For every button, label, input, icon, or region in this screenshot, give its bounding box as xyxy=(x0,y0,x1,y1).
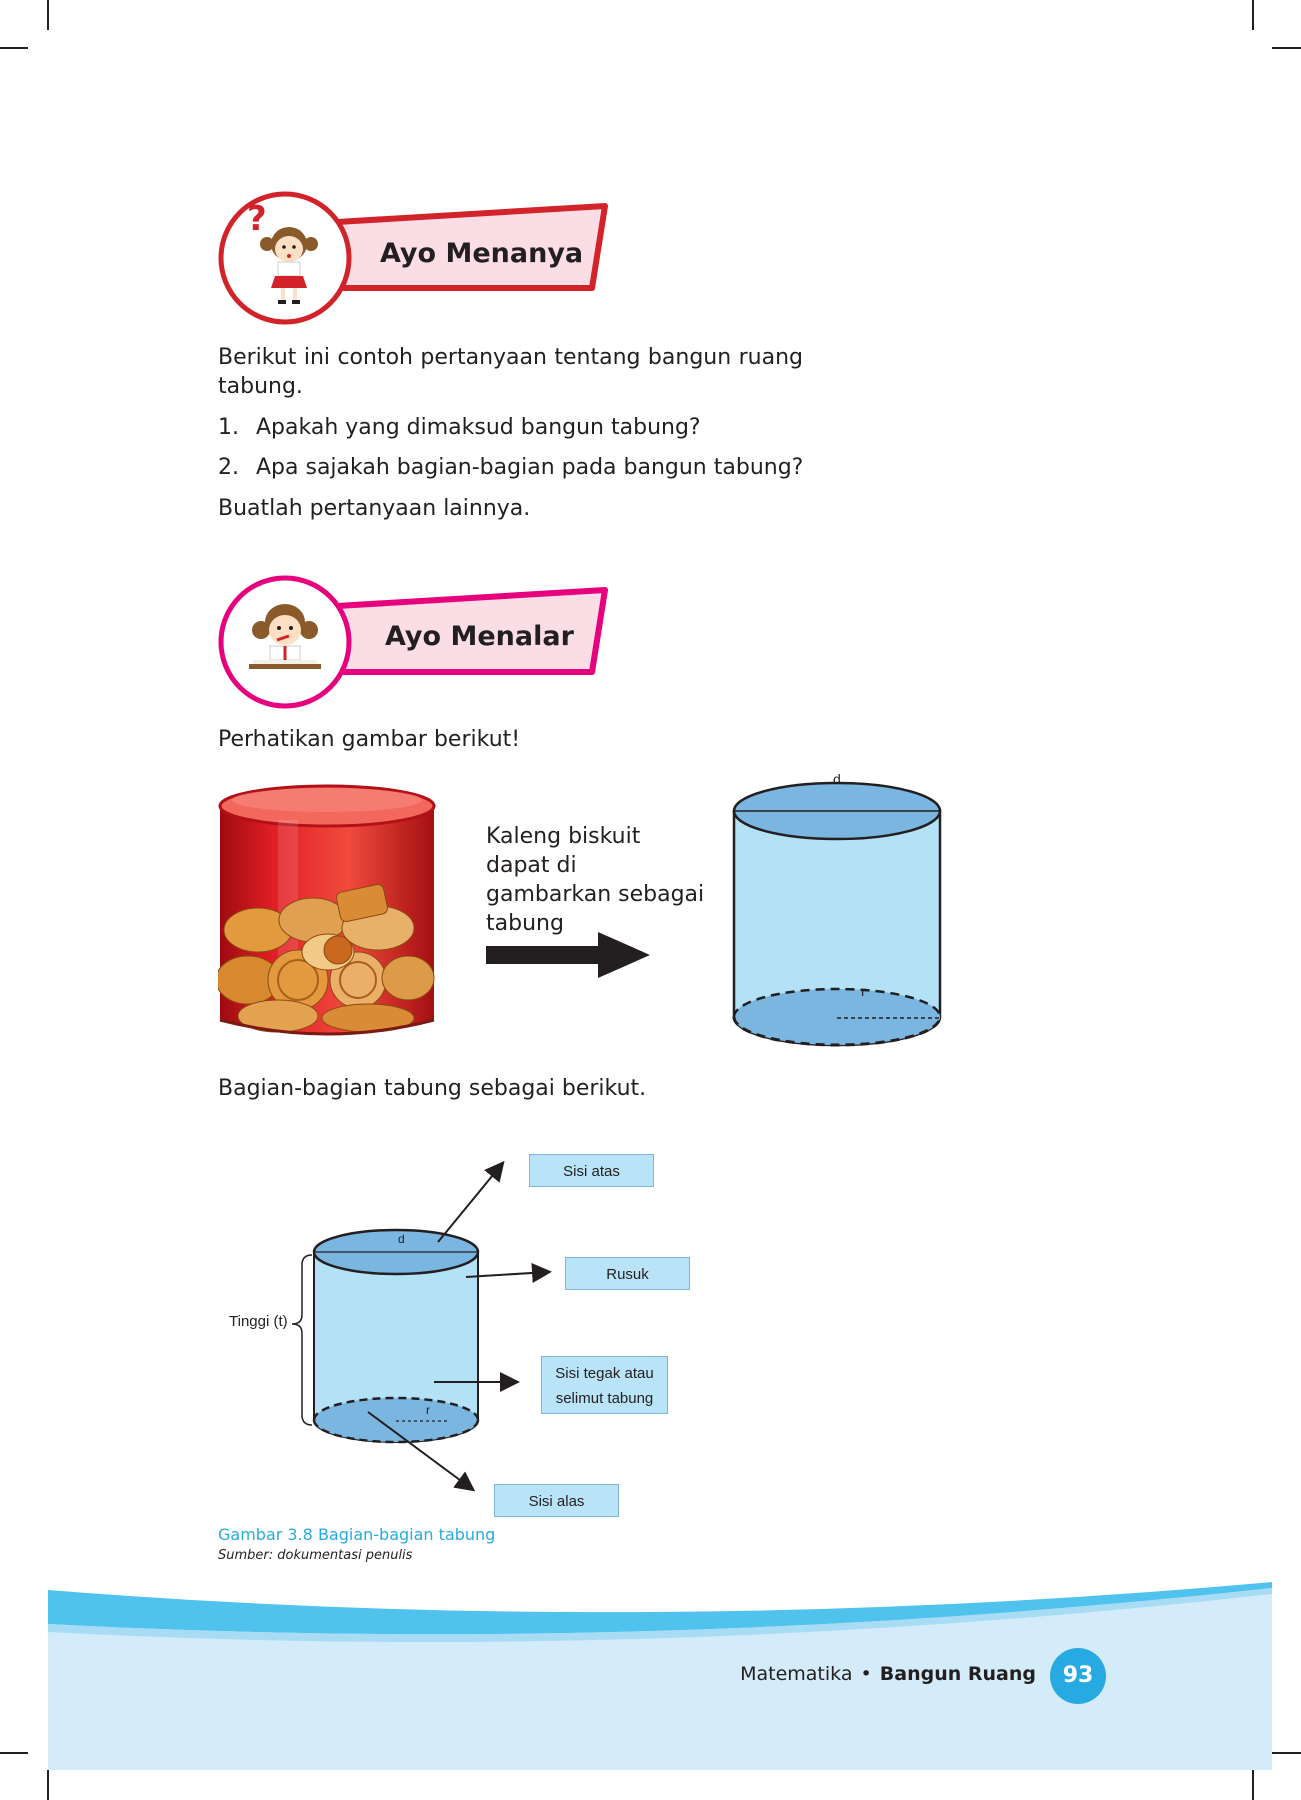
crop-mark xyxy=(47,0,49,30)
height-label: Tinggi (t) xyxy=(229,1313,288,1330)
label-rusuk: Rusuk xyxy=(565,1257,690,1290)
crop-mark xyxy=(0,47,28,49)
parts-intro: Bagian-bagian tabung sebagai berikut. xyxy=(218,1076,647,1101)
question-text: Apa sajakah bagian-bagian pada bangun tabung? xyxy=(256,455,804,480)
question-number: 2. xyxy=(218,455,239,480)
crop-mark xyxy=(1252,1770,1254,1800)
svg-text:?: ? xyxy=(247,199,267,239)
label-sisi-atas: Sisi atas xyxy=(529,1154,654,1187)
radius-label: r xyxy=(861,983,866,999)
label-sisi-alas: Sisi alas xyxy=(494,1484,619,1517)
label-sisi-tegak-line1: Sisi tegak atau xyxy=(555,1365,654,1382)
arrow-right-icon xyxy=(486,930,652,980)
ayo-menanya-closing: Buatlah pertanyaan lainnya. xyxy=(218,496,531,521)
crop-mark xyxy=(1252,0,1254,30)
label-sisi-tegak-line2: selimut tabung xyxy=(555,1390,654,1407)
diagram-radius-label: r xyxy=(426,1403,430,1417)
crop-mark xyxy=(47,1770,49,1800)
page-number: 93 xyxy=(1050,1648,1106,1704)
footer-chapter: Bangun Ruang xyxy=(879,1663,1036,1685)
ayo-menalar-instruction: Perhatikan gambar berikut! xyxy=(218,727,521,752)
tin-description: Kaleng biskuit dapat di gambarkan sebagai tabung xyxy=(486,824,705,936)
cylinder-illustration xyxy=(730,775,950,1050)
footer-separator: • xyxy=(860,1663,872,1685)
ayo-menanya-title: Ayo Menanya xyxy=(380,238,584,269)
question-number: 1. xyxy=(218,415,239,440)
ayo-menanya-intro: Berikut ini contoh pertanyaan tentang bangun ruang tabung. xyxy=(218,345,803,399)
biscuit-tin-image xyxy=(218,780,436,1045)
cylinder-parts-diagram xyxy=(290,1150,710,1510)
figure-source: Sumber: dokumentasi penulis xyxy=(218,1548,413,1563)
footer-subject: Matematika xyxy=(740,1663,853,1685)
crop-mark xyxy=(0,1752,28,1754)
footer-running-head xyxy=(740,1663,1036,1685)
label-sisi-tegak xyxy=(541,1356,668,1414)
ayo-menalar-title: Ayo Menalar xyxy=(385,621,574,652)
crop-mark xyxy=(1272,1752,1301,1754)
crop-mark xyxy=(1272,47,1301,49)
question-text: Apakah yang dimaksud bangun tabung? xyxy=(256,415,701,440)
diagram-diameter-label: d xyxy=(398,1232,405,1246)
diameter-label: d xyxy=(833,771,841,787)
figure-caption: Gambar 3.8 Bagian-bagian tabung xyxy=(218,1525,496,1544)
